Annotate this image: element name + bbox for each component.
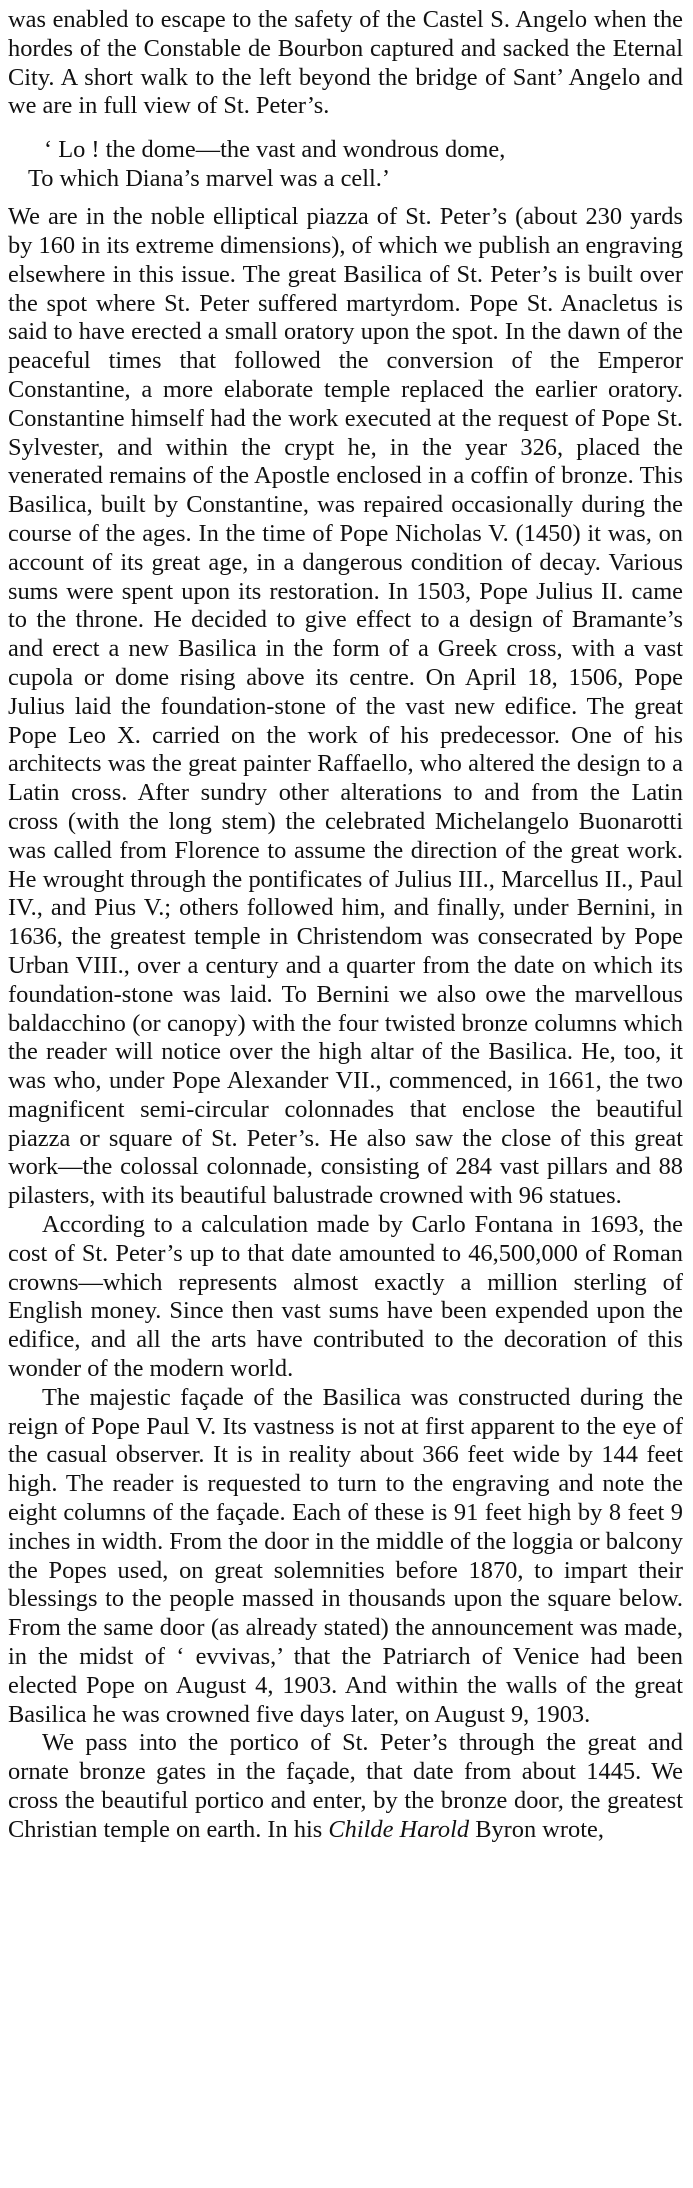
paragraph-facade: The majestic façade of the Basilica was constructed during the reign of Pope Paul V. Its vastness is not at first apparent to the eye of the casual observer. It is in reality about 366 feet wide by 144 feet high. The reader is requested to turn to the engraving and note the eight columns of the façade. Each of these is 91 feet high by 8 feet 9 inches in width. From the door in the middle of the loggia or balcony the Popes used, on great solemnities before 1870, to impart their blessings to the people massed in thousands upon the square below. From the same door (as already stated) the announcement was made, in the midst of ‘ evvivas,’ that the Patriarch of Venice had been elected Pope on August 4, 1903. And within the walls of the great Basilica he was crowned five days later, on August 9, 1903. [8,1383,683,1728]
verse-quotation [8,135,683,193]
paragraph-portico [8,1729,683,1844]
verse-line-2: To which Diana’s marvel was a cell.’ [28,165,390,193]
paragraph-cost: According to a calculation made by Carlo Fontana in 1693, the cost of St. Peter’s up to that date amounted to 46,500,000 of Roman crowns—which represents almost exactly a million sterling of English money. Since then vast sums have been expended upon the edifice, and all the arts have contributed to the decoration of this wonder of the modern world. [8,1211,683,1383]
paragraph-piazza-history: We are in the noble elliptical piazza of St. Peter’s (about 230 yards by 160 in its extreme dimensions), of which we publish an engraving elsewhere in this issue. The great Basilica of St. Peter’s is built over the spot where St. Peter suffered martyrdom. Pope St. Anacletus is said to have erected a small oratory upon the spot. In the dawn of the peaceful times that followed the conversion of the Emperor Constantine, a more elaborate temple replaced the earlier oratory. Constantine himself had the work executed at the request of Pope St. Sylvester, and within the crypt he, in the year 326, placed the venerated remains of the Apostle enclosed in a coffin of bronze. This Basilica, built by Constantine, was repaired occasionally during the course of the ages. In the time of Pope Nicholas V. (1450) it was, on account of its great age, in a dangerous condition of decay. Various sums were spent upon its restoration. In 1503, Pope Julius II. came to the throne. He decided to give effect to a design of Bramante’s and erect a new Basilica in the form of a Greek cross, with a vast cupola or dome rising above its centre. On April 18, 1506, Pope Julius laid the foundation-stone of the vast new edifice. The great Pope Leo X. carried on the work of his predecessor. One of his architects was the great painter Raffaello, who altered the design to a Latin cross. After sundry other alterations to and from the Latin cross (with the long stem) the celebrated Michelangelo Buonarotti was called from Florence to assume the direction of the great work. He wrought through the pontificates of Julius III., Marcellus II., Paul IV., and Pius V.; others followed him, and finally, under Bernini, in 1636, the greatest temple in Christendom was consecrated by Pope Urban VIII., over a century and a quarter from the date on which its foundation-stone was laid. To Bernini we also owe the marvellous baldacchino (or canopy) with the four twisted bronze columns which the reader will notice over the high altar of the Basilica. He, too, it was who, under Pope Alexander VII., commenced, in 1661, the two magnificent semi-circular colonnades that enclose the beautiful piazza or square of St. Peter’s. He also saw the close of this great work—the colossal colonnade, consisting of 284 vast pillars and 88 pilasters, with its beautiful balustrade crowned with 96 statues. [8,203,683,1210]
childe-harold-title: Childe Harold [328,1815,470,1843]
paragraph-opening: was enabled to escape to the safety of the Castel S. Angelo when the hordes of the Constable de Bourbon captured and sacked the Eternal City. A short walk to the left beyond the bridge of Sant’ Angelo and we are in full view of St. Peter’s. [8,6,683,120]
verse-line-1: ‘ Lo ! the dome—the vast and wondrous dome, [44,136,506,164]
portico-text: We pass into the portico of St. Peter’s through the great and ornate bronze gates in the façade, that date from about 1445. We cross the beautiful portico and enter, by the bronze door, the greatest Christian temple on earth. In his [8,1729,683,1843]
portico-text-end: Byron wrote, [469,1815,604,1843]
